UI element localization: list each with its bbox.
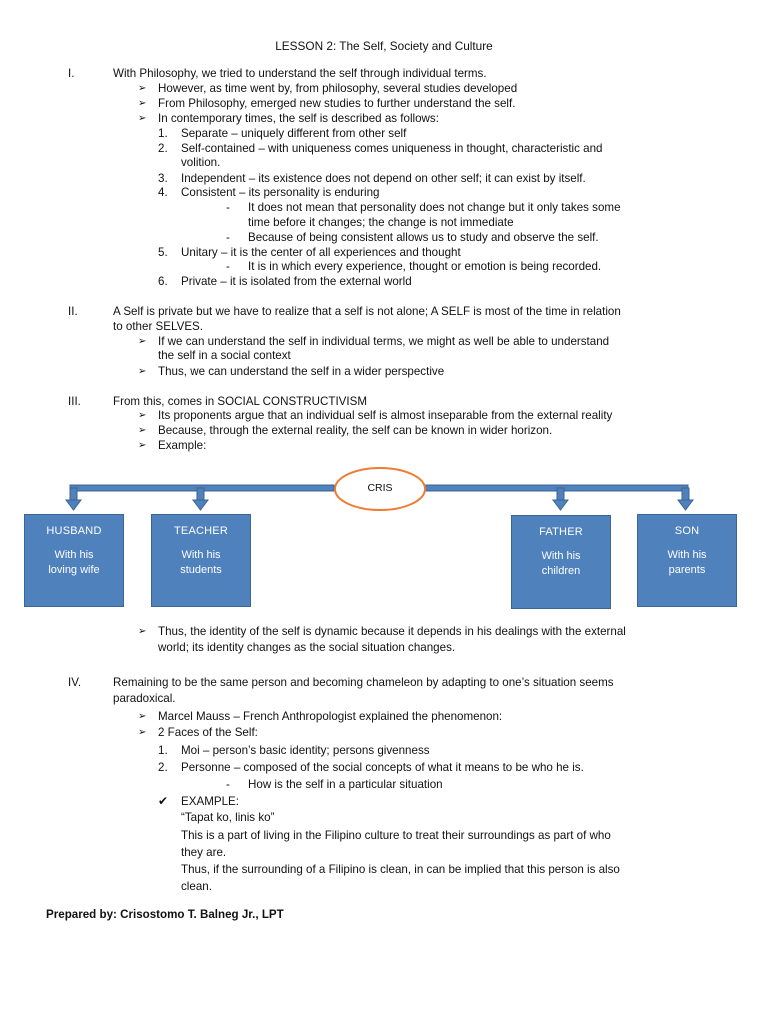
role-desc: students: [180, 564, 222, 576]
sub-item: It is in which every experience, thought or emotion is being recorded.: [248, 260, 602, 273]
arrow-bullet-icon: ➢: [138, 440, 147, 451]
role-desc: children: [541, 565, 581, 577]
bullet-text: However, as time went by, from philosophy, several studies developed: [158, 82, 518, 95]
role-desc: With his: [181, 549, 221, 561]
bullet-text: 2 Faces of the Self:: [158, 726, 258, 739]
arrow-bullet-icon: ➢: [138, 410, 147, 421]
example-label: EXAMPLE:: [181, 795, 239, 808]
arrow-bullet-icon: ➢: [138, 336, 147, 347]
list-item: Personne – composed of the social concepts of what it means to be who he is.: [181, 761, 584, 774]
example-text: This is a part of living in the Filipino culture to treat their surroundings as part of who: [181, 829, 611, 842]
bullet-text: In contemporary times, the self is described as follows:: [158, 112, 439, 125]
example-text: Thus, if the surrounding of a Filipino is clean, in can be implied that this person is also: [181, 863, 620, 876]
list-item: Moi – person’s basic identity; persons givenness: [181, 744, 430, 757]
role-desc: parents: [668, 564, 706, 576]
dash-bullet: -: [226, 231, 230, 244]
bullet-text-continued: the self in a social context: [158, 349, 291, 362]
list-item: Unitary – it is the center of all experiences and thought: [181, 246, 461, 259]
list-number: 2.: [158, 761, 168, 774]
bullet-text: Example:: [158, 439, 207, 452]
dash-bullet: -: [226, 201, 230, 214]
role-title: HUSBAND: [46, 525, 102, 537]
bullet-text: Because, through the external reality, the self can be known in wider horizon.: [158, 424, 553, 437]
bullet-text: From Philosophy, emerged new studies to further understand the self.: [158, 97, 516, 110]
role-box-son: [637, 514, 737, 607]
list-number: 2.: [158, 142, 168, 155]
bullet-text: Thus, we can understand the self in a wider perspective: [158, 365, 445, 378]
section-numeral: II.: [68, 305, 78, 318]
section-heading: With Philosophy, we tried to understand the self through individual terms.: [113, 67, 487, 80]
list-item: Independent – its existence does not depend on other self; it can exist by itself.: [181, 172, 586, 185]
bullet-text: Its proponents argue that an individual self is almost inseparable from the external reality: [158, 409, 613, 422]
section-heading: A Self is private but we have to realize that a self is not alone; A SELF is most of the time in relation: [113, 305, 621, 318]
arrow-down-icon: [193, 500, 208, 510]
dash-bullet: -: [226, 778, 230, 791]
bullet-text: Marcel Mauss – French Anthropologist explained the phenomenon:: [158, 710, 503, 723]
example-text: they are.: [181, 846, 227, 859]
role-box-teacher: [151, 514, 251, 607]
arrow-bullet-icon: ➢: [138, 98, 147, 109]
list-item-continued: volition.: [181, 156, 221, 169]
arrow-down-icon: [66, 500, 81, 510]
arrow-bullet-icon: ➢: [138, 83, 147, 94]
role-desc: With his: [54, 549, 94, 561]
list-item: Separate – uniquely different from other self: [181, 127, 407, 140]
list-number: 6.: [158, 275, 168, 288]
list-number: 3.: [158, 172, 168, 185]
section-numeral: III.: [68, 395, 81, 408]
section-numeral: IV.: [68, 676, 82, 689]
section-heading-continued: to other SELVES.: [113, 320, 204, 333]
prepared-by: Prepared by: Crisostomo T. Balneg Jr., LPT: [46, 908, 284, 921]
bullet-text: Thus, the identity of the self is dynamic because it depends in his dealings with the external: [158, 625, 626, 638]
section-heading: Remaining to be the same person and becoming chameleon by adapting to one’s situation seems: [113, 676, 614, 689]
role-desc: loving wife: [48, 564, 100, 576]
list-item: Private – it is isolated from the external world: [181, 275, 412, 288]
list-number: 5.: [158, 246, 168, 259]
arrow-bullet-icon: ➢: [138, 626, 147, 637]
role-box-father: [511, 515, 611, 609]
example-text: clean.: [181, 880, 212, 893]
role-title: TEACHER: [174, 525, 228, 537]
section-heading: From this, comes in SOCIAL CONSTRUCTIVISM: [113, 395, 368, 408]
role-desc: With his: [541, 550, 581, 562]
role-box-husband: [24, 514, 124, 607]
sub-item-continued: time before it changes; the change is not immediate: [248, 216, 514, 229]
sub-item: It does not mean that personality does not change but it only takes some: [248, 201, 621, 214]
sub-item: How is the self in a particular situation: [248, 778, 443, 791]
sub-item: Because of being consistent allows us to study and observe the self.: [248, 231, 599, 244]
checkmark-icon: ✔: [158, 794, 169, 808]
arrow-bullet-icon: ➢: [138, 425, 147, 436]
role-title: FATHER: [539, 526, 583, 538]
example-quote: “Tapat ko, linis ko”: [181, 811, 275, 824]
list-item: Self-contained – with uniqueness comes uniqueness in thought, characteristic and: [181, 142, 603, 155]
role-title: SON: [674, 525, 700, 537]
section-heading-continued: paradoxical.: [113, 692, 176, 705]
arrow-bullet-icon: ➢: [138, 113, 147, 124]
arrow-bullet-icon: ➢: [138, 711, 147, 722]
role-desc: With his: [667, 549, 707, 561]
center-label: CRIS: [367, 482, 393, 494]
list-number: 1.: [158, 127, 168, 140]
list-item: Consistent – its personality is enduring: [181, 186, 380, 199]
arrow-bullet-icon: ➢: [138, 366, 147, 377]
list-number: 1.: [158, 744, 168, 757]
arrow-bullet-icon: ➢: [138, 727, 147, 738]
arrow-down-icon: [553, 500, 568, 510]
bullet-text: If we can understand the self in individual terms, we might as well be able to understand: [158, 335, 610, 348]
section-numeral: I.: [68, 67, 75, 80]
dash-bullet: -: [226, 260, 230, 273]
bullet-text-continued: world; its identity changes as the social situation changes.: [158, 641, 456, 654]
page-title: LESSON 2: The Self, Society and Culture: [275, 39, 493, 53]
arrow-down-icon: [678, 500, 693, 510]
list-number: 4.: [158, 186, 168, 199]
